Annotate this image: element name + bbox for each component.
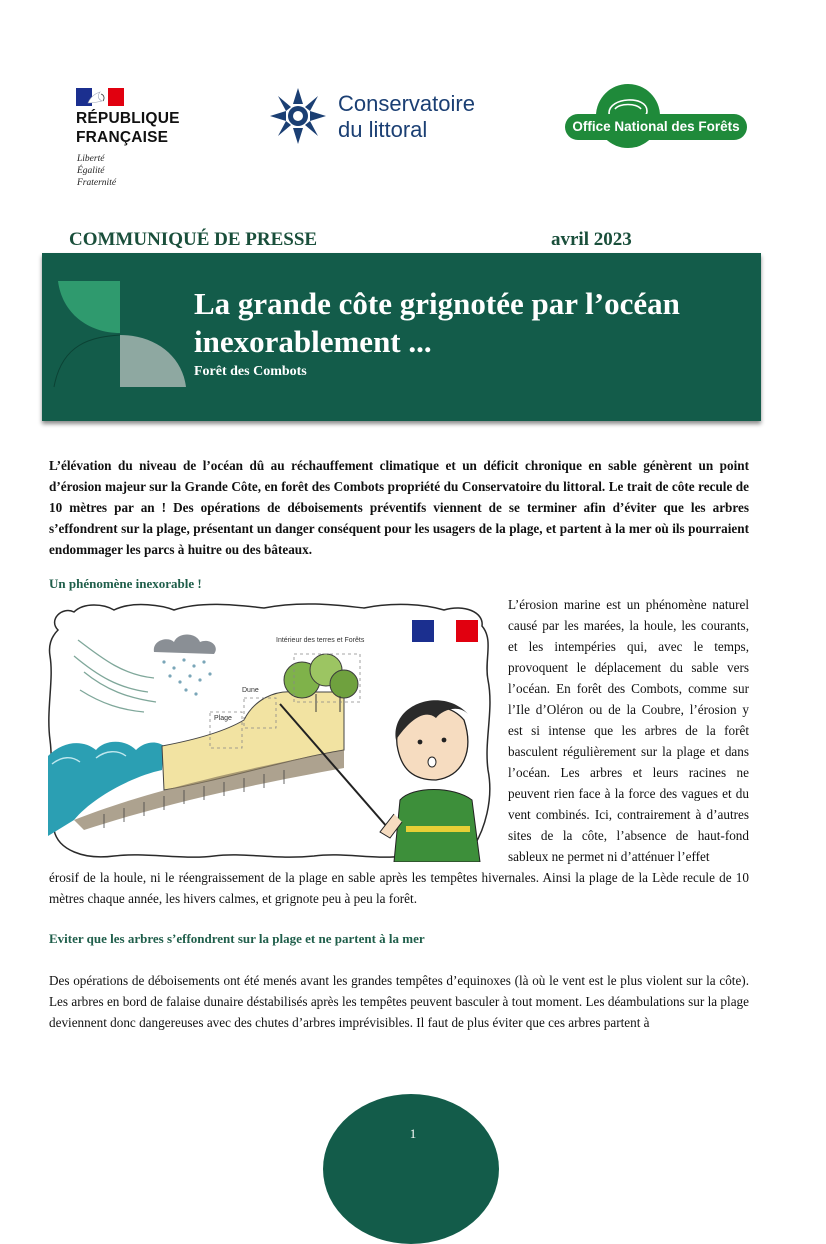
erosion-illustration: [44, 600, 496, 862]
conservatoire-line2: du littoral: [338, 117, 428, 142]
erosion-drawing: [44, 600, 496, 862]
press-release-label: COMMUNIQUÉ DE PRESSE: [69, 229, 318, 250]
republique-line2: FRANÇAISE: [76, 129, 169, 146]
page-number-tab: [323, 1094, 499, 1244]
republique-line1: RÉPUBLIQUE: [76, 110, 180, 127]
onf-logo: [565, 83, 750, 153]
title-banner: [42, 253, 761, 421]
section1-continuation-text: érosif de la houle, ni le réengraissement de la plage en sable après les tempêtes hivernales. Ainsi la plage de la Lède recule de 10 mètres chaque année, les hivers calmes, et grignote peu à peu la forêt.: [49, 870, 749, 906]
motto-fraternite: Fraternité: [77, 178, 117, 188]
page-number: 1: [409, 1126, 417, 1141]
banner-decoration-icon: [52, 273, 192, 393]
label-interieur: Intérieur des terres et Forêts: [276, 637, 365, 644]
marianne-flag-icon: [76, 88, 124, 106]
section2-text: Des opérations de déboisements ont été menés avant les grandes tempêtes d’equinoxes (là où le vent est le plus violent sur la côte). Les arbres en bord de falaise dunaire déstabilisés après les tempêtes peuvent basculer à tout moment. Les déambulations sur la plage deviennent donc dangereuses avec des chutes d’arbres imprévisibles. Il faut de plus éviter que ces arbres partent à: [49, 973, 749, 1030]
republique-francaise-logo: [76, 88, 206, 193]
conservatoire-flower-icon: [266, 86, 330, 146]
press-release-date: avril 2023: [551, 229, 632, 250]
motto-egalite: Égalité: [77, 166, 105, 176]
lead-paragraph: L’élévation du niveau de l’océan dû au réchauffement climatique et un déficit chronique en sable génèrent un point d’érosion majeur sur la Grande Côte, en forêt des Combots propriété du Conservatoire du littoral. Le trait de côte recule de 10 mètres par an ! Des opérations de déboisements préventifs viennent de se terminer afin d’éviter que les arbres s’effondrent sur la plage, présentant un danger conséquent pour les usagers de la plage, et partent à la mer où ils pourraient endommager les parcs à huitre ou des bâteaux.: [49, 458, 749, 557]
label-dune: Dune: [242, 687, 259, 694]
section1-column-text: L’érosion marine est un phénomène naturel causé par les marées, la houle, les courants, et les intempéries qui, avec le temps, provoquent le déplacement du sable vers l’océan. En forêt des Combots, comme sur l’Ile d’Oléron ou de la Coubre, l’érosion y est si intense que les arbres de la forêt basculent régulièrement sur la plage et dans l’océan. Les arbres et leurs racines ne peuvent rien face à la force des vagues et du vent combinés. Ici, contrairement à d’autres sites de la côte, l’absence de haut-fond sableux ne permet ni d’atténuer l’effet: [508, 597, 749, 864]
press-release-title: La grande côte grignotée par l’océan inexorablement ...: [194, 286, 680, 359]
label-plage: Plage: [214, 715, 232, 722]
conservatoire-line1: Conservatoire: [338, 91, 475, 116]
motto-liberte: Liberté: [77, 154, 105, 164]
onf-name: Office National des Forêts: [565, 114, 747, 140]
section-heading-phenomene: Un phénomène inexorable !: [49, 576, 202, 591]
conservatoire-littoral-logo: [266, 84, 486, 148]
section-heading-eviter: Eviter que les arbres s’effondrent sur la plage et ne partent à la mer: [49, 931, 425, 946]
press-release-subtitle: Forêt des Combots: [194, 364, 307, 379]
